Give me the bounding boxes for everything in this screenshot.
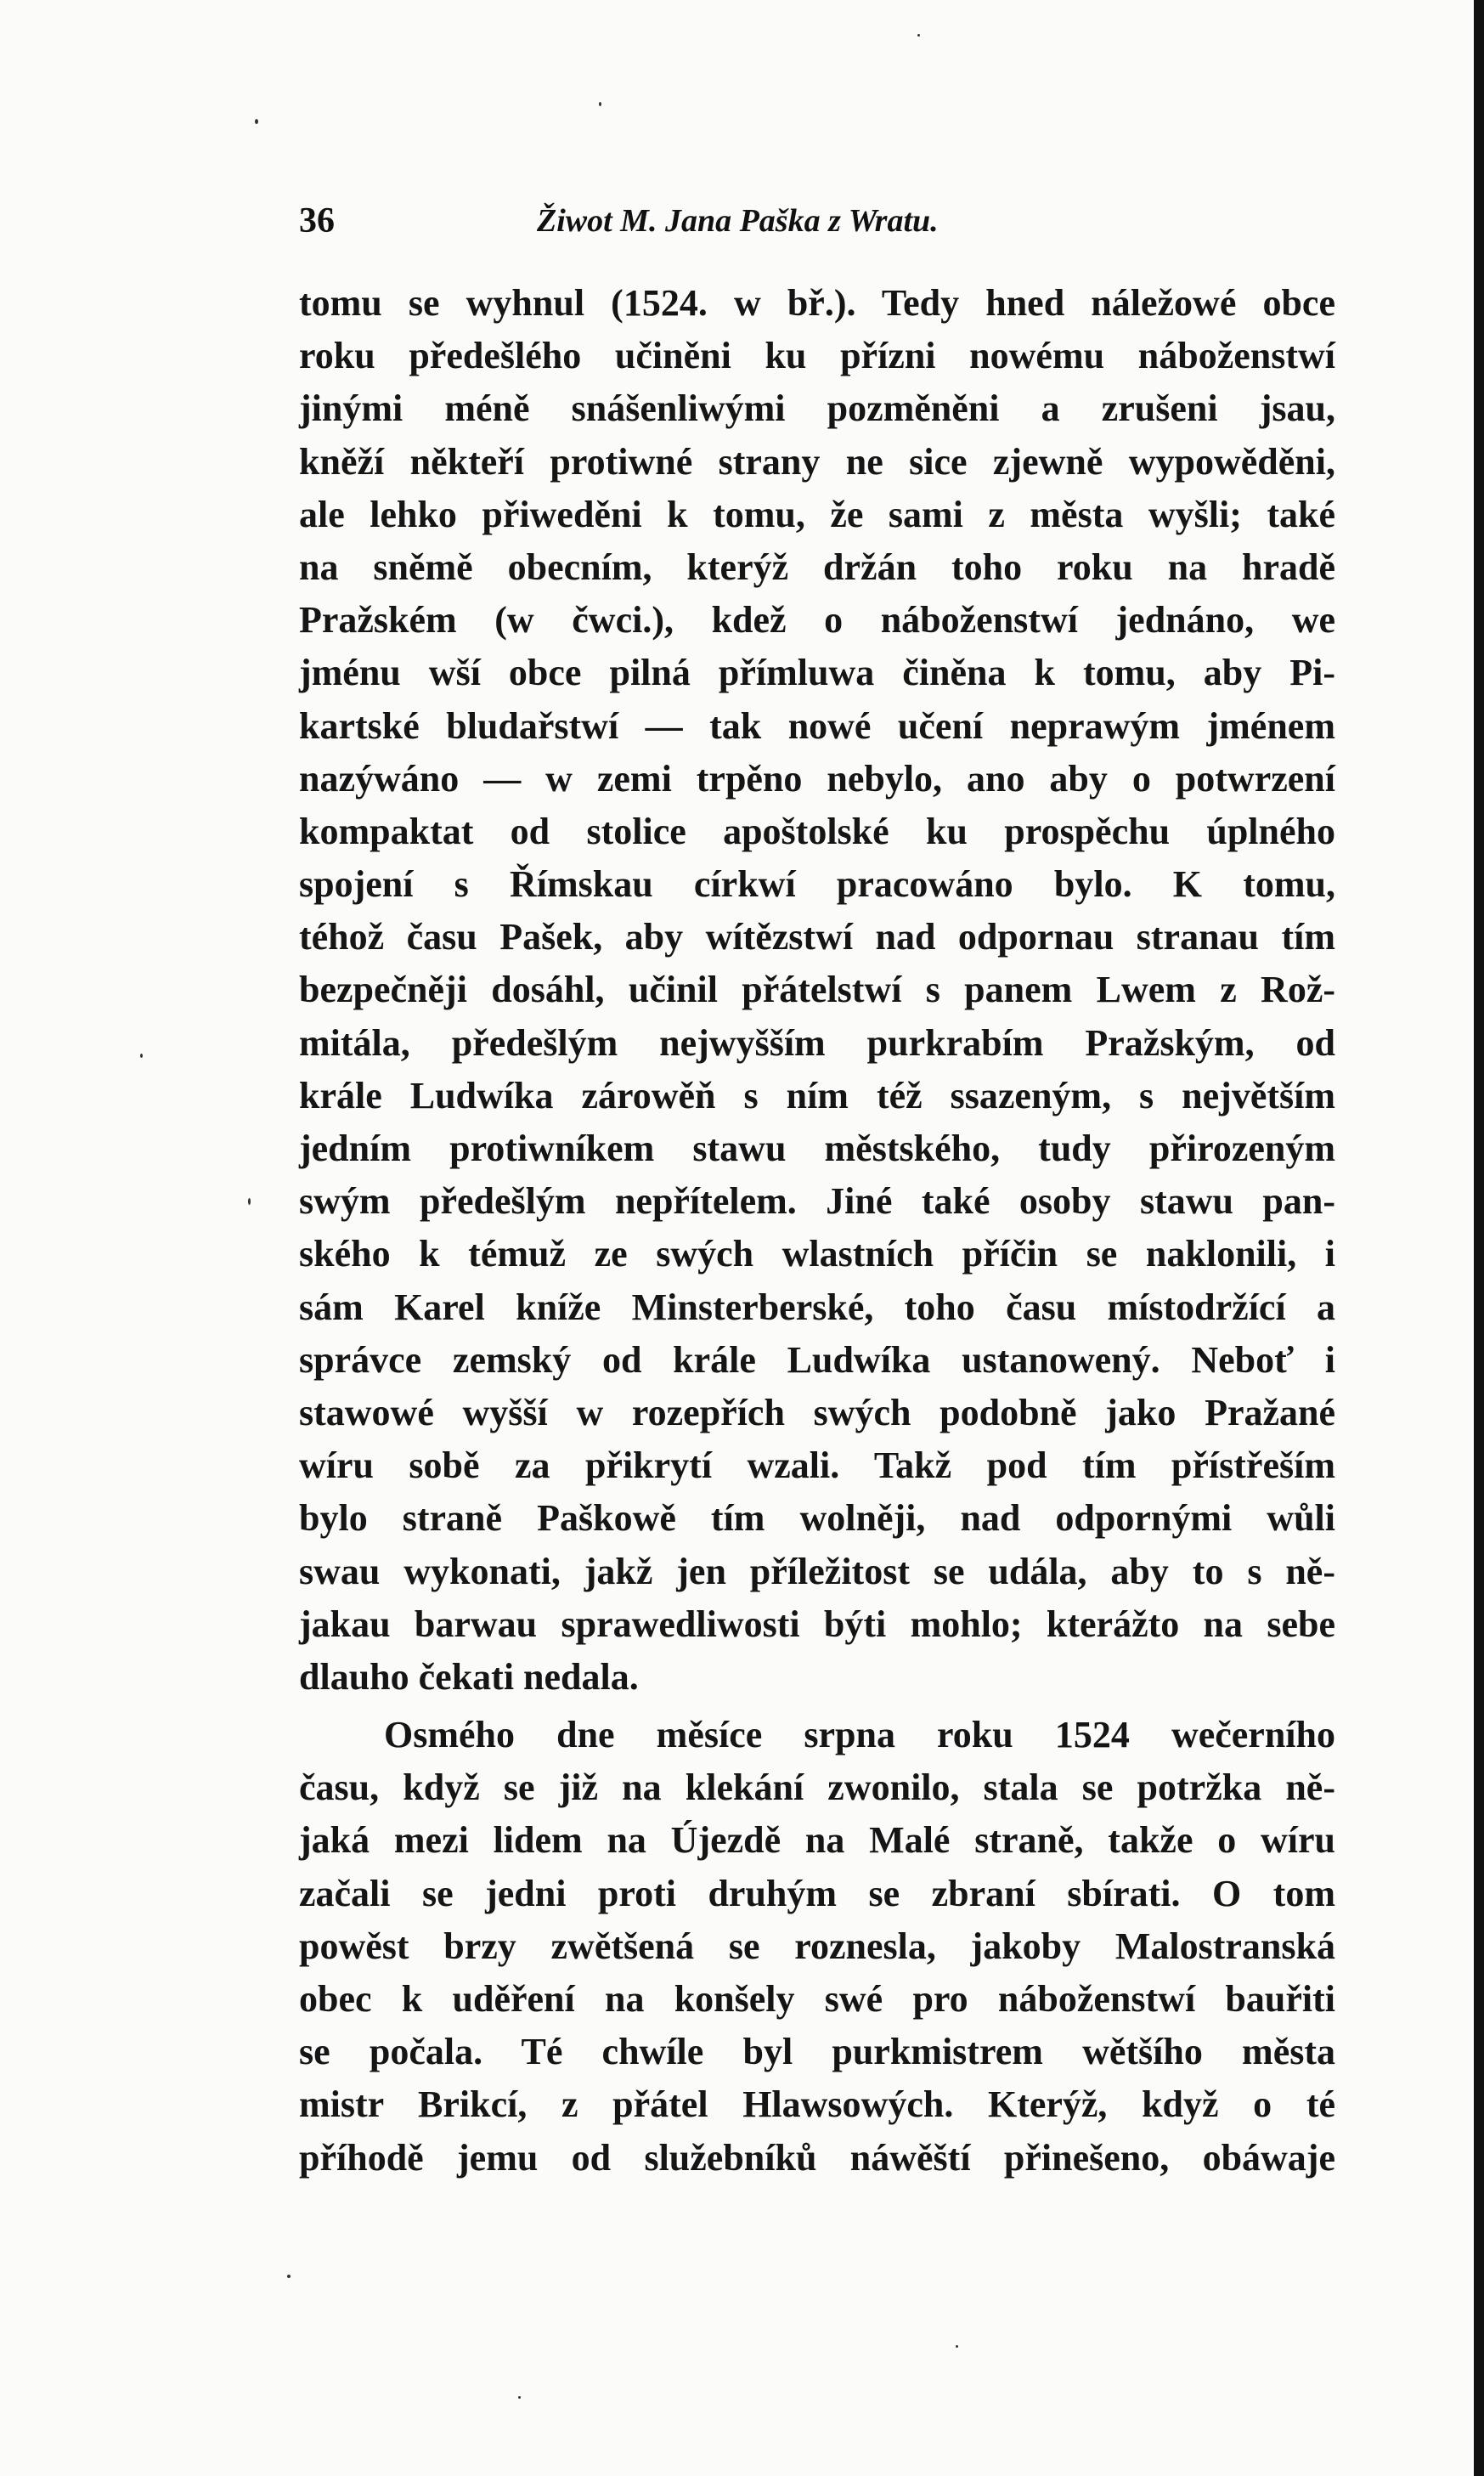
text-line: jménu wší obce pilná přímluwa činěna k tomu, aby Pi-	[299, 652, 1335, 694]
paragraph	[299, 1709, 1335, 2185]
text-line: se počala. Té chwíle byl purkmistrem wětšího města	[299, 2031, 1335, 2073]
text-line: jinými méně snášenliwými pozměněni a zrušeni jsau,	[299, 387, 1335, 430]
text-line: správce zemský od krále Ludwíka ustanowený. Neboť i	[299, 1338, 1335, 1381]
text-line: bezpečněji dosáhl, učinil přátelstwí s panem Lwem z Rož-	[299, 969, 1335, 1011]
text-line: Pražském (w čwci.), kdež o náboženstwí jednáno, we	[299, 599, 1335, 642]
text-line: kompaktat od stolice apoštolské ku prospěchu úplného	[299, 810, 1335, 852]
body-text	[299, 277, 1335, 2185]
text-line: ale lehko přiweděni k tomu, že sami z města wyšli; také	[299, 493, 1335, 535]
text-line: swým předešlým nepřítelem. Jiné také osoby stawu pan-	[299, 1180, 1335, 1223]
text-line: wíru sobě za přikrytí wzali. Takž pod tím přístřeším	[299, 1444, 1335, 1487]
text-line: téhož času Pašek, aby wítězstwí nad odpornau stranau tím	[299, 916, 1335, 958]
scan-speck	[956, 2345, 958, 2348]
text-line: nazýwáno — w zemi trpěno nebylo, ano aby o potwrzení	[299, 757, 1335, 800]
text-line: obec k uděření na konšely swé pro náboženstwí bauřiti	[299, 1978, 1335, 2020]
text-line: krále Ludwíka zárowěň s ním též ssazeným, s největším	[299, 1074, 1335, 1116]
scan-speck	[248, 1198, 251, 1205]
scan-speck	[599, 102, 601, 106]
paragraph	[299, 277, 1335, 1704]
text-line: času, když se již na klekání zwonilo, stala se potržka ně-	[299, 1767, 1335, 1809]
text-line: tomu se wyhnul (1524. w bř.). Tedy hned náležowé obce	[299, 282, 1335, 324]
running-title: Žiwot M. Jana Paška z Wratu.	[537, 203, 939, 239]
text-line: příhodě jemu od služebníků náwěští přinešeno, obáwaje	[299, 2136, 1335, 2179]
text-line: bylo straně Paškowě tím wolněji, nad odpornými wůli	[299, 1497, 1335, 1540]
text-line: ského k témuž ze swých wlastních příčin se naklonili, i	[299, 1233, 1335, 1275]
page-header	[299, 201, 1335, 252]
scan-speck	[518, 2396, 521, 2399]
page-number: 36	[299, 201, 335, 240]
text-line: dlauho čekati nedala.	[299, 1655, 639, 1698]
text-line: sám Karel kníže Minsterberské, toho času místodržící a	[299, 1286, 1335, 1328]
text-line: mistr Brikcí, z přátel Hlawsowých. Kterýž, když o té	[299, 2083, 1335, 2126]
text-line: powěst brzy zwětšená se roznesla, jakoby Malostranská	[299, 1925, 1335, 1967]
text-line: stawowé wyšší w rozepřích swých podobně jako Pražané	[299, 1391, 1335, 1433]
text-line: swau wykonati, jakž jen příležitost se udála, aby to s ně-	[299, 1550, 1335, 1592]
text-line: kněží někteří protiwné strany ne sice zjewně wypowěděni,	[299, 440, 1335, 483]
text-line: jaká mezi lidem na Újezdě na Malé straně, takže o wíru	[299, 1819, 1335, 1862]
scan-edge	[1474, 0, 1484, 2476]
scan-speck	[287, 2275, 291, 2278]
text-line: mitála, předešlým nejwyšším purkrabím Pražským, od	[299, 1021, 1335, 1064]
scan-speck	[140, 1054, 143, 1058]
text-line: kartské bludařstwí — tak nowé učení neprawým jménem	[299, 704, 1335, 747]
text-line: Osmého dne měsíce srpna roku 1524 wečerního	[384, 1714, 1335, 1756]
text-line: začali se jedni proti druhým se zbraní sbírati. O tom	[299, 1872, 1335, 1914]
text-line: jedním protiwníkem stawu městského, tudy přirozeným	[299, 1128, 1335, 1169]
text-line: roku předešlého učiněni ku přízni nowému náboženstwí	[299, 335, 1335, 377]
scan-speck	[255, 119, 258, 124]
scan-speck	[917, 34, 920, 37]
text-line: jakau barwau sprawedliwosti býti mohlo; kterážto na sebe	[299, 1603, 1335, 1645]
text-line: spojení s Římskau církwí pracowáno bylo. K tomu,	[299, 863, 1335, 906]
text-line: na sněmě obecním, kterýž držán toho roku na hradě	[299, 546, 1335, 588]
